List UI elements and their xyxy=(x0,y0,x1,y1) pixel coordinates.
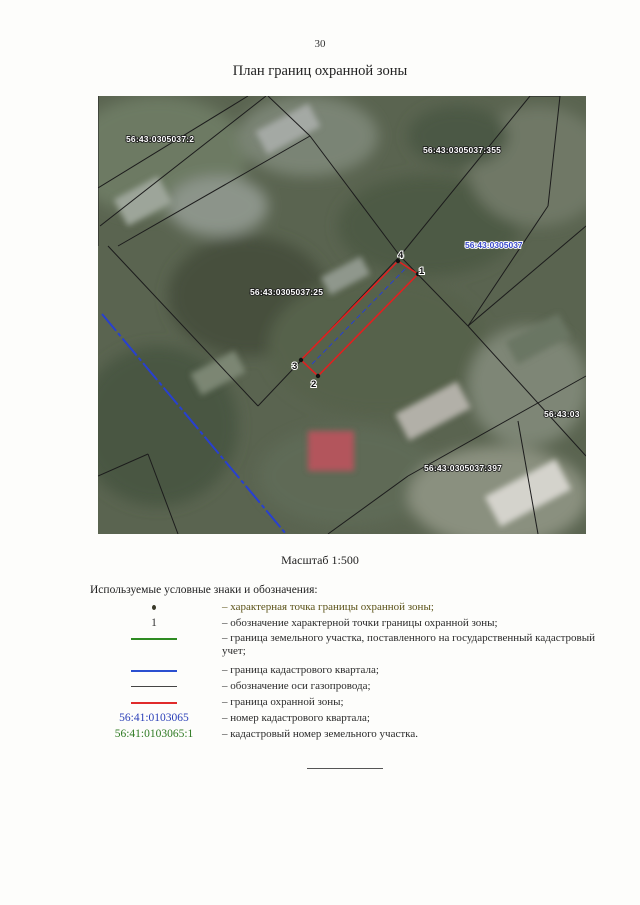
legend-description: – граница кадастрового квартала; xyxy=(222,664,379,676)
zone-point-2 xyxy=(316,374,320,378)
legend-symbol xyxy=(90,617,218,630)
map-scale: Масштаб 1:500 xyxy=(281,553,359,567)
zone-point-3 xyxy=(299,358,303,362)
line-symbol-icon xyxy=(131,686,177,687)
legend-description: – обозначение характерной точки границы охранной зоны; xyxy=(222,617,498,629)
parcel-label: 56:43:0305037:397 xyxy=(424,463,503,473)
legend-title: Используемые условные знаки и обозначения: xyxy=(90,584,318,596)
parcel-label: 56:43:0305037:25 xyxy=(250,287,324,297)
parcel-label: 56:43:0305037:355 xyxy=(423,145,502,155)
point-label-2: 2 xyxy=(311,379,317,390)
legend-description: – граница земельного участка, поставленного на государственный кадастровый учет; xyxy=(222,632,595,657)
legend-description: – обозначение оси газопровода; xyxy=(222,680,371,692)
parcel-label: 56:43:03 xyxy=(544,409,580,419)
legend-symbol xyxy=(90,601,218,614)
legend-description: – номер кадастрового квартала; xyxy=(222,712,370,724)
point-label-3: 3 xyxy=(292,361,298,372)
line-symbol-icon xyxy=(131,702,177,704)
legend-symbol xyxy=(90,712,218,725)
line-symbol-icon xyxy=(131,638,177,640)
point-label-1: 1 xyxy=(419,266,425,277)
map-canvas xyxy=(98,96,586,534)
cadastral-map xyxy=(98,96,586,534)
footer-divider xyxy=(307,768,383,769)
legend-description: – граница охранной зоны; xyxy=(222,696,344,708)
page-title: План границ охранной зоны xyxy=(232,63,408,79)
legend-symbol-text: 56:41:0103065:1 xyxy=(114,728,194,740)
legend-description: – характерная точка границы охранной зоны; xyxy=(222,601,434,613)
aerial-imagery xyxy=(98,96,586,534)
point-marker-icon xyxy=(152,605,156,610)
legend-description: – кадастровый номер земельного участка. xyxy=(222,728,418,740)
legend-symbol xyxy=(90,696,218,709)
line-symbol-icon xyxy=(131,670,177,672)
legend-symbol-text: 56:41:0103065 xyxy=(119,712,189,724)
page-number: 30 xyxy=(314,38,326,50)
point-label-4: 4 xyxy=(398,250,404,261)
legend-symbol xyxy=(90,664,218,677)
legend-symbol-text: 1 xyxy=(151,617,157,629)
parcel-label: 56:43:0305037:2 xyxy=(126,134,195,144)
legend-symbol xyxy=(90,632,218,645)
legend-symbol xyxy=(90,680,218,693)
legend-symbol xyxy=(90,728,218,741)
quarter-label: 56:43:0305037 xyxy=(465,240,523,250)
